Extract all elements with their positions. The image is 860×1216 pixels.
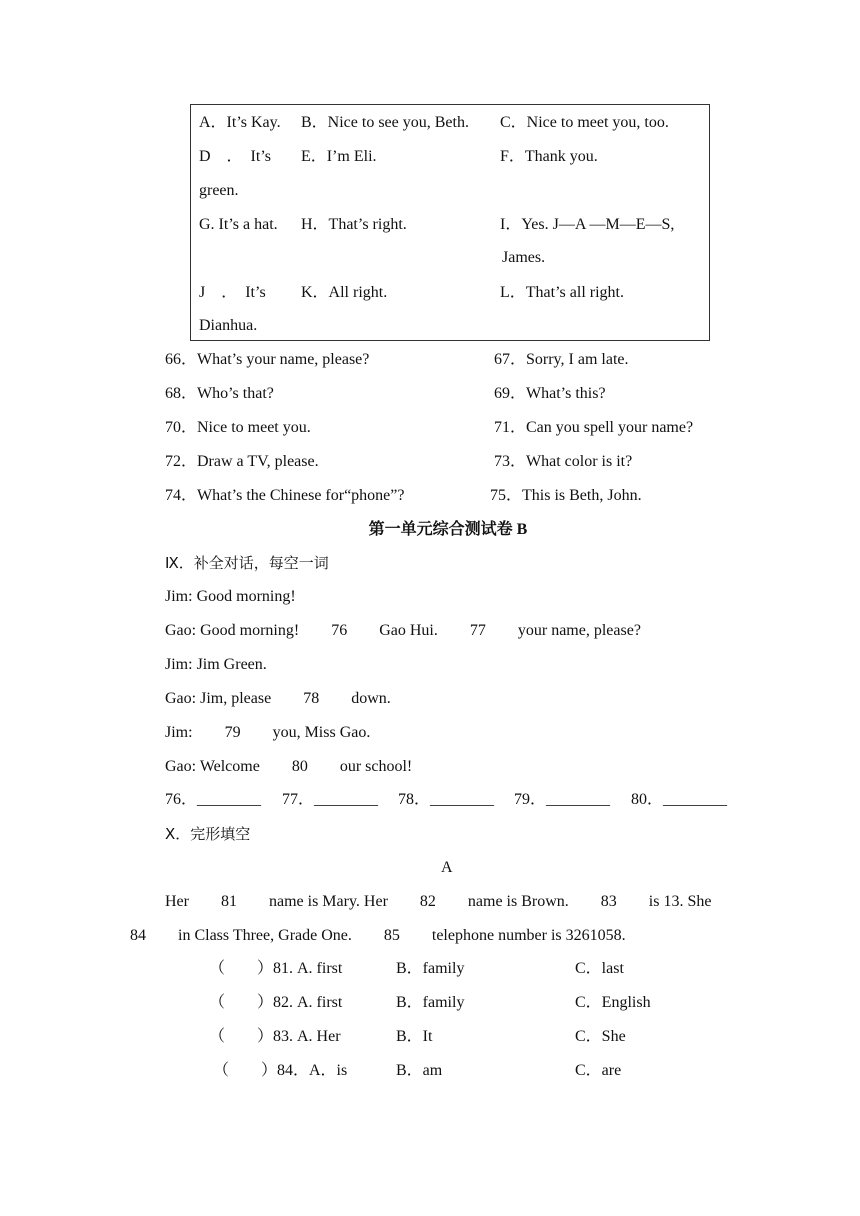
dialog-line: Jim: Good morning! bbox=[165, 588, 296, 605]
choice-82-a: （ ）82. A. first bbox=[209, 994, 343, 1011]
choice-83-a: （ ）83. A. Her bbox=[209, 1028, 341, 1045]
option-l: L．That’s all right. bbox=[500, 284, 624, 301]
answer-blank-79: 79．________ bbox=[514, 791, 611, 808]
option-c: C．Nice to meet you, too. bbox=[500, 114, 669, 131]
dialog-line: Jim: 79 you, Miss Gao. bbox=[165, 724, 371, 741]
answer-blank-80: 80．________ bbox=[631, 791, 728, 808]
question-67: 67．Sorry, I am late. bbox=[494, 351, 629, 368]
option-a: A．It’s Kay. bbox=[199, 114, 281, 131]
dialog-line: Gao: Welcome 80 our school! bbox=[165, 758, 413, 775]
dialog-line: Gao: Jim, please 78 down. bbox=[165, 690, 391, 707]
test-title: 第一单元综合测试卷 B bbox=[368, 521, 528, 538]
question-74: 74．What’s the Chinese for“phone”? bbox=[165, 487, 405, 504]
choice-83-c: C．She bbox=[575, 1028, 626, 1045]
question-72: 72．Draw a TV, please. bbox=[165, 453, 319, 470]
question-68: 68．Who’s that? bbox=[165, 385, 274, 402]
choice-83-b: B．It bbox=[396, 1028, 433, 1045]
choice-81-c: C．last bbox=[575, 960, 624, 977]
choice-84-a: （ ）84．A．is bbox=[213, 1062, 348, 1079]
answer-blank-78: 78．________ bbox=[398, 791, 495, 808]
choice-81-a: （ ）81. A. first bbox=[209, 960, 343, 977]
dialog-line: Jim: Jim Green. bbox=[165, 656, 267, 673]
option-g: G. It’s a hat. bbox=[199, 216, 278, 233]
question-73: 73．What color is it? bbox=[494, 453, 633, 470]
option-i: I．Yes. J—A —M—E—S, bbox=[500, 216, 675, 233]
question-69: 69．What’s this? bbox=[494, 385, 606, 402]
option-f: F．Thank you. bbox=[500, 148, 598, 165]
question-75: 75．This is Beth, John. bbox=[490, 487, 642, 504]
choice-84-b: B．am bbox=[396, 1062, 443, 1079]
question-70: 70．Nice to meet you. bbox=[165, 419, 311, 436]
question-66: 66．What’s your name, please? bbox=[165, 351, 370, 368]
option-d-cont: green. bbox=[199, 182, 239, 199]
option-j: J ． It’s bbox=[199, 284, 266, 301]
passage-label: A bbox=[441, 859, 453, 876]
option-j-cont: Dianhua. bbox=[199, 317, 258, 334]
dialog-line: Gao: Good morning! 76 Gao Hui. 77 your name, please? bbox=[165, 622, 641, 639]
choice-82-c: C．English bbox=[575, 994, 651, 1011]
option-k: K．All right. bbox=[301, 284, 388, 301]
option-d: D ． It’s bbox=[199, 148, 272, 165]
option-i-cont: James. bbox=[502, 249, 546, 266]
passage-line: 84 in Class Three, Grade One. 85 telephone number is 3261058. bbox=[130, 927, 626, 944]
answer-blank-77: 77．________ bbox=[282, 791, 379, 808]
option-h: H．That’s right. bbox=[301, 216, 407, 233]
answer-blank-76: 76．________ bbox=[165, 791, 262, 808]
section-10-heading: Ⅹ．完形填空 bbox=[165, 825, 251, 843]
choice-81-b: B．family bbox=[396, 960, 465, 977]
question-71: 71．Can you spell your name? bbox=[494, 419, 694, 436]
option-e: E．I’m Eli. bbox=[301, 148, 377, 165]
option-b: B．Nice to see you, Beth. bbox=[301, 114, 469, 131]
section-9-heading: Ⅸ．补全对话，每空一词 bbox=[165, 554, 329, 572]
passage-line: Her 81 name is Mary. Her 82 name is Brown. 83 is 13. She bbox=[165, 893, 712, 910]
choice-82-b: B．family bbox=[396, 994, 465, 1011]
choice-84-c: C．are bbox=[575, 1062, 622, 1079]
